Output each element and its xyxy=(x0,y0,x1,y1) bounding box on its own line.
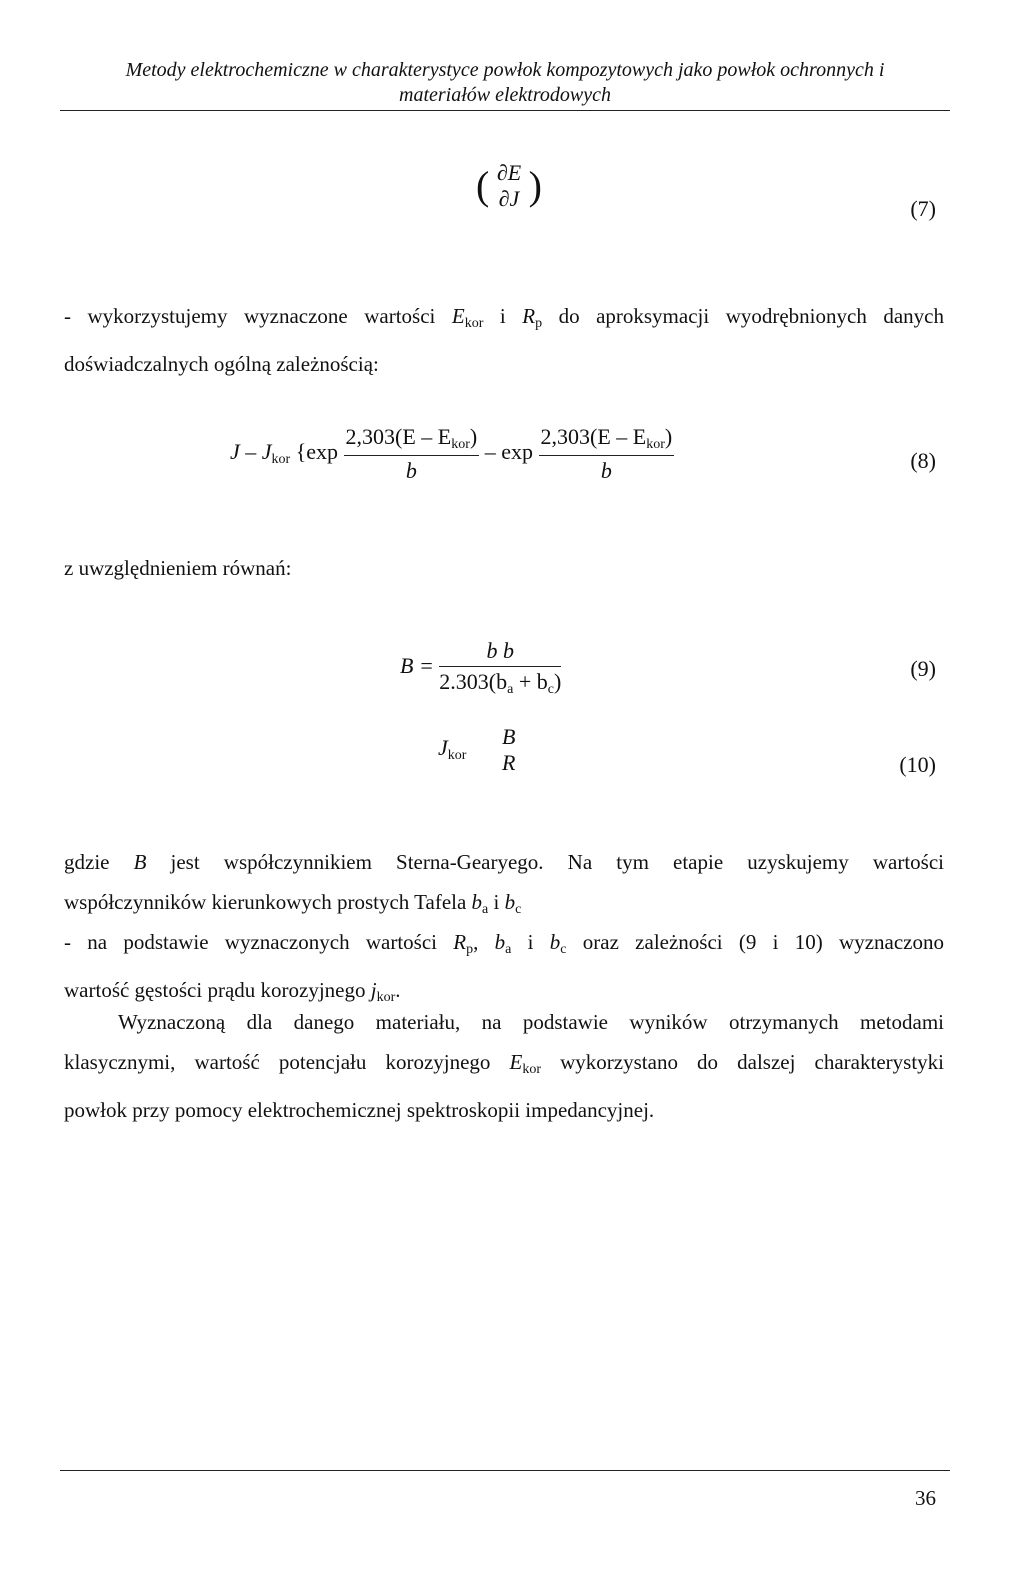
paragraph-4: - na podstawie wyznaczonych wartości $R_p$, $b_a$ i $b_c$ oraz zależności (9 i 10) wyznaczono wartość gęstości prądu korozyjnego $j_{kor}$. xyxy=(64,930,945,1005)
running-header xyxy=(60,58,950,108)
footer-rule xyxy=(60,1470,950,1471)
equation-10-fraction: B R xyxy=(501,724,516,775)
running-header-line1: Metody elektrochemiczne w charakterystyce powłok kompozytowych jako powłok ochronnych i xyxy=(125,59,885,81)
equation-9-fraction: $\frac{\text{b b}}{2.303(b_a + b_c)}$ xyxy=(439,638,562,697)
paragraph-2: z uwzględnieniem równań: xyxy=(64,556,292,580)
equation-10: $J_{kor}$ B R xyxy=(438,724,516,775)
equation-7-label: (7) xyxy=(910,196,936,221)
equation-7: ( ∂E ∂J ) xyxy=(476,160,542,211)
paragraph-5: Wyznaczoną dla danego materiału, na podstawie wyników otrzymanych metodami klasycznymi, wartość potencjału korozyjnego $E_{kor}$ wykorzystano do dalszej charakterystyki powłok przy pomocy elektrochemicznej spektroskopii impedancyjnej. xyxy=(64,1010,944,1122)
equation-8-fraction-1: $\frac{2,303(E - E_{kor})}{b}$ xyxy=(345,424,478,483)
header-rule xyxy=(60,110,950,111)
paragraph-1: - wykorzystujemy wyznaczone wartości $E_{kor}$ i $R_p$ do aproksymacji wyodrębnionych danych doświadczalnych ogólną zależnością: xyxy=(64,304,944,376)
equation-9: B = $\frac{\text{b b}}{2.303(b_a + b_c)}$ xyxy=(400,638,562,697)
running-header-line2: materiałów elektrodowych xyxy=(399,84,611,106)
equation-10-label: (10) xyxy=(899,752,936,777)
page-number: 36 xyxy=(915,1486,936,1510)
equation-8-label: (8) xyxy=(910,448,936,473)
equation-9-label: (9) xyxy=(910,656,936,681)
equation-8-fraction-2: $\frac{2,303(E - E_{kor})}{b}$ xyxy=(540,424,673,483)
equation-8: J – $J_{kor}$ {exp $\frac{2,303(E - E_{kor})}{b}$ – exp $\frac{2,303(E - E_{kor})}{b}$ xyxy=(230,424,673,483)
equation-7-fraction: ∂E ∂J xyxy=(496,160,522,211)
paragraph-3: gdzie B jest współczynnikiem Sterna-Gearyego. Na tym etapie uzyskujemy wartości współczynników kierunkowych prostych Tafela $b_a$ i $b_c$ xyxy=(64,850,944,917)
